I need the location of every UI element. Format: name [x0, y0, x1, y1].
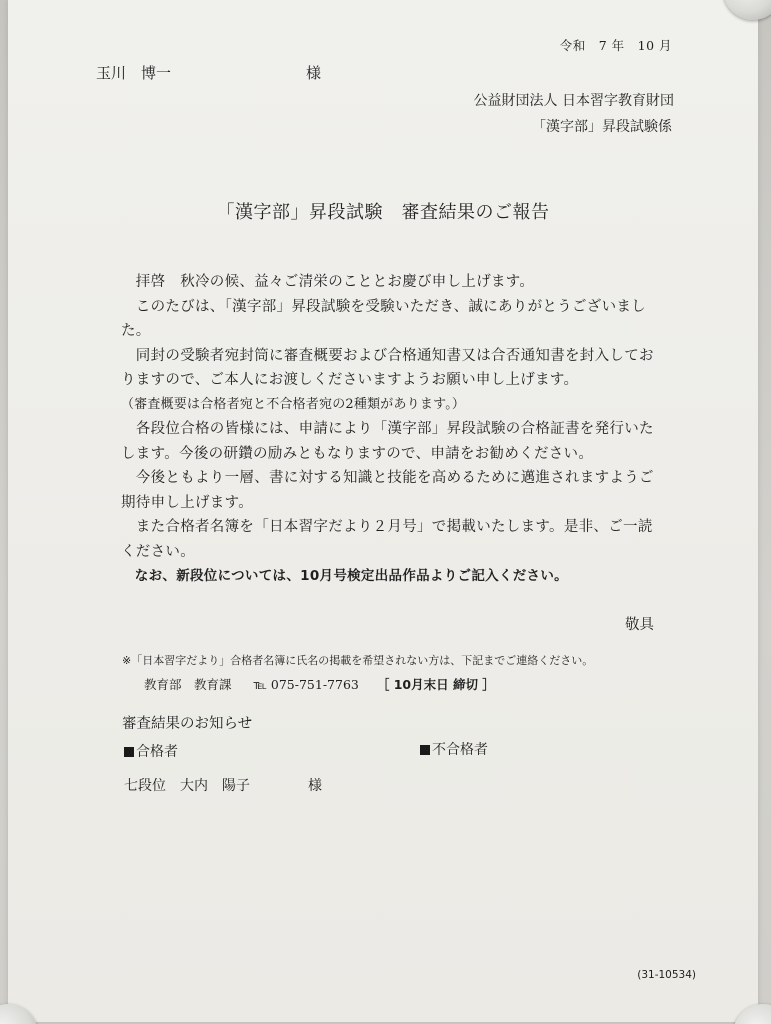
document-title: 「漢字部」昇段試験 審査結果のご報告 — [216, 202, 550, 223]
body-note: （審査概要は合格者宛と不合格者宛の2種類があります。） — [121, 396, 466, 412]
results-section-title: 審査結果のお知らせ — [122, 716, 253, 732]
contact-deadline: ［ 10月末日 締切 ］ — [376, 677, 495, 692]
body-paragraph: また合格者名簿を「日本習字だより２月号」で掲載いたします。是非、ご一読ください。 — [121, 519, 653, 560]
result-honorific: 様 — [308, 778, 322, 794]
document-code: (31-10534) — [637, 969, 696, 981]
result-entry — [124, 779, 250, 793]
square-bullet-icon — [124, 747, 134, 757]
sender-organization: 公益財団法人 日本習字教育財団 — [473, 93, 674, 109]
body-paragraph: 拝啓 秋冷の候、益々ご清栄のこととお慶び申し上げます。 — [121, 274, 535, 290]
body-paragraph: このたびは、「漢字部」昇段試験を受験いただき、誠にありがとうございました。 — [121, 298, 646, 339]
contact-dept: 教育部 教育課 — [144, 677, 232, 692]
closing-word: 敬具 — [625, 617, 654, 633]
result-name: 大内 陽子 — [180, 778, 250, 794]
sender-department: 「漢字部」昇段試験係 — [532, 119, 672, 135]
body-paragraph: 各段位合格の皆様には、申請により「漢字部」昇段試験の合格証書を発行いたします。今後の研鑽の励みともなりますので、申請をお勧めください。 — [121, 421, 654, 462]
body-paragraph: 今後ともより一層、書に対する知識と技能を高めるために邁進されますようご期待申し上げます。 — [121, 470, 654, 511]
footnote: ※「日本習字だより」合格者名簿に氏名の掲載を希望されない方は、下記までご連絡ください。 — [122, 654, 594, 667]
contact-phone: ℡ 075-751-7763 — [253, 677, 359, 692]
pass-label-text: 合格者 — [136, 744, 178, 760]
result-rank: 七段位 — [124, 778, 166, 794]
recipient-honorific: 様 — [306, 64, 322, 82]
fail-label-text: 不合格者 — [432, 742, 488, 758]
body-paragraph: 同封の受験者宛封筒に審査概要および合格通知書又は合否通知書を封入しておりますので、ご本人にお渡しくださいますようお願い申し上げます。 — [121, 347, 654, 388]
letter-date: 令和 7 年 10 月 — [559, 38, 672, 53]
square-bullet-icon — [420, 745, 430, 755]
letter-body — [121, 270, 661, 589]
body-emphasis: なお、新段位については、10月号検定出品作品よりご記入ください。 — [121, 568, 568, 584]
letter-paper — [8, 0, 758, 1022]
contact-line — [144, 679, 495, 692]
fail-label — [420, 743, 488, 757]
recipient-name: 玉川 博一 — [96, 64, 172, 82]
pass-label — [124, 745, 178, 759]
